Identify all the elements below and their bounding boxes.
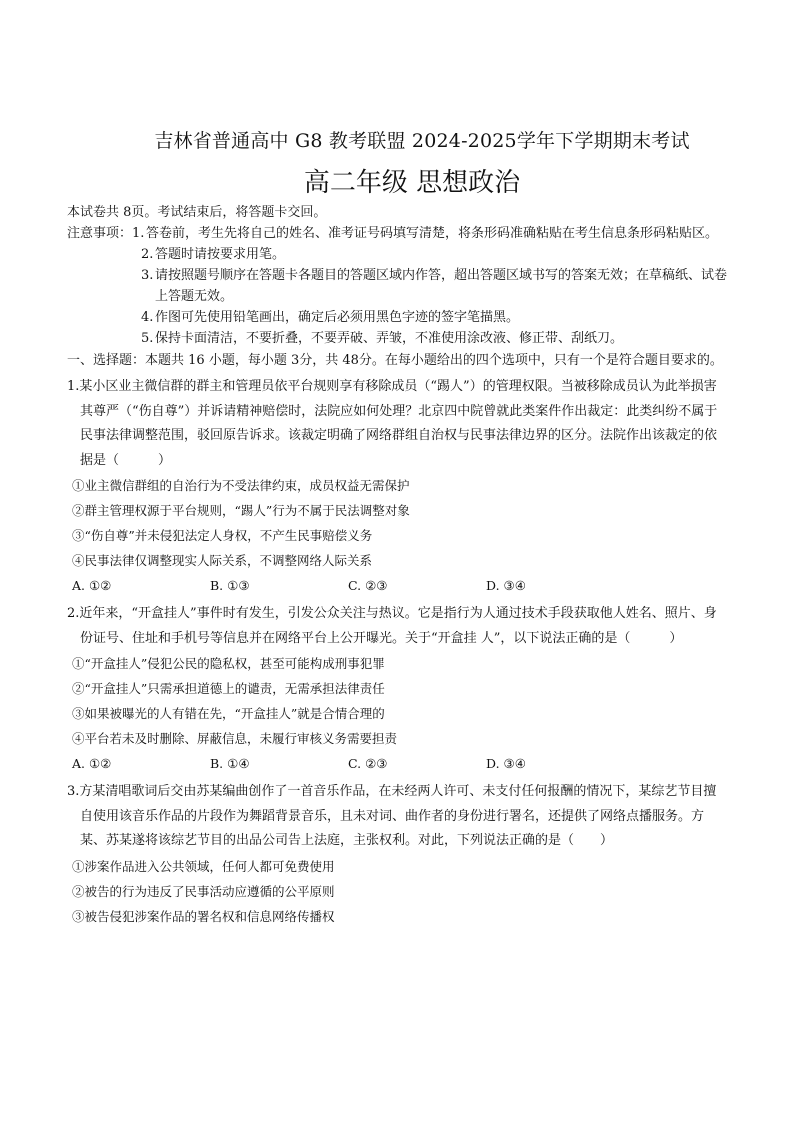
note-item <box>67 307 727 328</box>
note-item <box>67 265 727 307</box>
question-option: ①“开盒挂人”侵犯公民的隐私权，甚至可能构成刑事犯罪 <box>72 656 385 671</box>
question-option: ②被告的行为违反了民事活动应遵循的公平原则 <box>72 883 335 899</box>
question-option: ②“开盒挂人”只需承担道德上的谴责，无需承担法律责任 <box>72 681 385 696</box>
choice-d: D. ③④ <box>486 578 526 593</box>
choice-b: B. ①③ <box>210 578 250 593</box>
question-option: ①业主微信群组的自治行为不受法律约束，成员权益无需保护 <box>72 478 410 493</box>
question-stem: 3.方某清唱歌词后交由苏某编曲创作了一首音乐作品，在未经两人许可、未支付任何报酬的情况下，某综艺节目擅自使用该音乐作品的片段作为舞蹈背景音乐，且未对词、曲作者的身份进行署名，还提供了网络点播服务。方某、苏某遂将该综艺节目的出品公司告上法庭，主张权利。对此，下列说法正确的是（ ） <box>67 784 717 848</box>
question-option: ③“伤自尊”并未侵犯法定人身权，不产生民事赔偿义务 <box>72 528 373 543</box>
question-option: ①涉案作品进入公共领域，任何人都可免费使用 <box>72 858 335 874</box>
choice-a: A. ①② <box>72 578 112 593</box>
question-stem: 2.近年来，“开盒挂人”事件时有发生，引发公众关注与热议。它是指行为人通过技术手段获取他人姓名、照片、身份证号、住址和手机号等信息并在网络平台上公开曝光。关于“开盒挂 人”，以下说法正确的是（ ） <box>67 606 717 646</box>
question-option: ③如果被曝光的人有错在先，“开盒挂人”就是合情合理的 <box>72 706 385 721</box>
notes-first-row <box>67 223 727 244</box>
choice-d: D. ③④ <box>486 756 526 771</box>
note-text: 作图可先使用铅笔画出，确定后必须用黑色字迹的签字笔描黑。 <box>155 310 520 325</box>
question-stem: 1.某小区业主微信群的群主和管理员依平台规则享有移除成员（“踢人”）的管理权限。当被移除成员认为此举损害其尊严（“伤自尊”）并诉请精神赔偿时，法院应如何处理？北京四中院曾就此类案件作出裁定：此类纠纷不属于民事法律调整范围，驳回原告诉求。该裁定明确了网络群组自治权与民事法律边界的区分。法院作出该裁定的依据是（ ） <box>67 379 718 468</box>
question-option: ②群主管理权源于平台规则，“踢人”行为不属于民法调整对象 <box>72 503 410 518</box>
exam-title: 吉林省普通高中 G8 教考联盟 2024-2025学年下学期期末考试 <box>154 130 690 152</box>
answer-choices <box>67 751 727 776</box>
note-number: 4. <box>141 310 154 325</box>
note-number: 3. <box>141 268 154 283</box>
exam-subtitle: 高二年级 思想政治 <box>303 168 521 198</box>
section-lead: 一、选择题： <box>67 353 146 368</box>
note-item <box>67 328 727 349</box>
note-number: 5. <box>141 331 154 346</box>
note-text: 保持卡面清洁，不要折叠，不要弄破、弄皱，不准使用涂改液、修正带、刮纸刀。 <box>155 331 624 346</box>
choice-b: B. ①④ <box>210 756 250 771</box>
note-number: 2. <box>141 247 154 262</box>
choice-a: A. ①② <box>72 756 112 771</box>
section-heading <box>67 350 727 371</box>
note-text: 请按照题号顺序在答题卡各题目的答题区域内作答，超出答题区域书写的答案无效；在草稿纸、试卷上答题无效。 <box>155 268 728 304</box>
note-text: 答卷前，考生先将自己的姓名、准考证号码填写清楚，将条形码准确粘贴在考生信息条形码粘贴区。 <box>146 226 719 241</box>
exam-body <box>67 202 727 929</box>
question-1 <box>67 375 727 598</box>
question-3 <box>67 780 727 929</box>
intro-line: 本试卷共 8页。考试结束后，将答题卡交回。 <box>67 205 327 220</box>
choice-c: C. ②③ <box>348 578 388 593</box>
answer-choices <box>67 573 727 598</box>
question-option: ③被告侵犯涉案作品的署名权和信息网络传播权 <box>72 908 335 924</box>
question-option: ④民事法律仅调整现实人际关系，不调整网络人际关系 <box>72 553 373 568</box>
note-number: 1. <box>132 226 145 241</box>
note-item <box>67 244 727 265</box>
question-2 <box>67 602 727 776</box>
choice-c: C. ②③ <box>348 756 388 771</box>
question-option: ④平台若未及时删除、屏蔽信息，未履行审核义务需要担责 <box>72 731 398 746</box>
note-text: 答题时请按要求用笔。 <box>155 247 286 262</box>
section-instructions: 本题共 16 小题，每小题 3分，共 48分。在每小题给出的四个选项中，只有一个是符合题目要求的。 <box>145 353 723 368</box>
notes-label: 注意事项： <box>67 226 133 241</box>
